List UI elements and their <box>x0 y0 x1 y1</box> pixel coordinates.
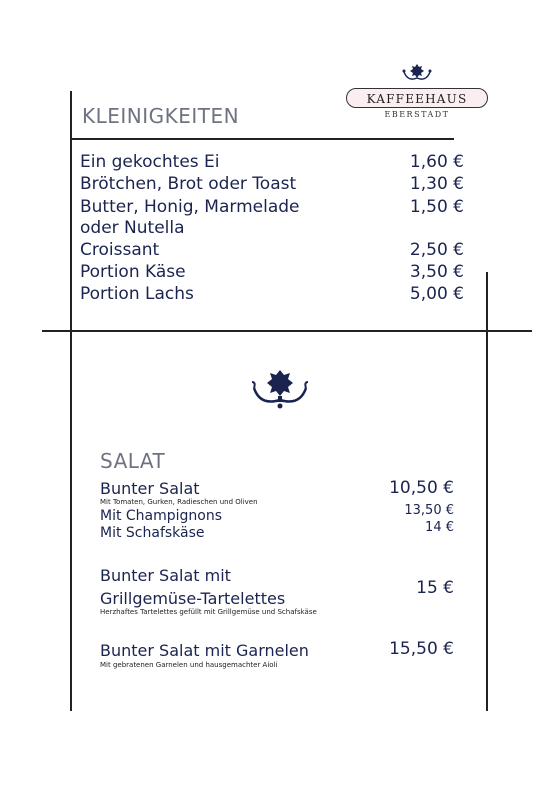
salad-item-price: 15,50 € <box>389 639 454 659</box>
menu-item-price: 1,30 € <box>409 174 464 194</box>
salad-item-description: Herzhaftes Tartelettes gefüllt mit Grillgemüse und Schafskäse <box>100 608 317 616</box>
salad-item-name: Bunter Salat <box>100 479 200 498</box>
chandelier-small-icon <box>401 62 433 84</box>
salad-item-name-continued: Grillgemüse-Tartelettes <box>100 589 286 608</box>
salad-item-price: 10,50 € <box>389 478 454 498</box>
salad-item-name: Bunter Salat mit Garnelen <box>100 641 309 660</box>
frame-line-left-bottom <box>70 331 72 711</box>
frame-line-right <box>486 272 488 711</box>
menu-item-name: Brötchen, Brot oder Toast <box>80 174 297 194</box>
menu-item-name: Portion Lachs <box>80 284 194 304</box>
menu-item-name: Ein gekochtes Ei <box>80 152 220 172</box>
logo-name: KAFFEEHAUS <box>346 88 488 108</box>
salad-item-description: Mit gebratenen Garnelen und hausgemachter Aioli <box>100 661 278 669</box>
salad-option-price: 13,50 € <box>404 503 454 518</box>
section-title-kleinigkeiten: KLEINIGKEITEN <box>82 104 240 128</box>
salad-option-name: Mit Champignons <box>100 508 223 524</box>
section-title-salat: SALAT <box>100 449 166 473</box>
salad-option-price: 14 € <box>425 520 454 535</box>
menu-item-price: 5,00 € <box>409 284 464 304</box>
chandelier-icon <box>248 366 312 414</box>
menu-item-price: 3,50 € <box>409 262 464 282</box>
frame-line-header-underline <box>70 138 454 140</box>
menu-item-name-continued: oder Nutella <box>80 218 185 238</box>
logo-subtitle: EBERSTADT <box>384 110 450 119</box>
menu-item-name: Portion Käse <box>80 262 186 282</box>
frame-line-middle <box>42 330 532 332</box>
salad-option-name: Mit Schafskäse <box>100 525 205 541</box>
menu-item-price: 2,50 € <box>409 240 464 260</box>
salad-item-price: 15 € <box>416 578 454 598</box>
frame-line-left-top <box>70 91 72 331</box>
menu-item-name: Croissant <box>80 240 160 260</box>
menu-item-price: 1,60 € <box>409 152 464 172</box>
salad-item-description: Mit Tomaten, Gurken, Radieschen und Oliven <box>100 498 258 506</box>
salad-item-name: Bunter Salat mit <box>100 566 231 585</box>
menu-item-price: 1,50 € <box>409 197 464 217</box>
menu-item-name: Butter, Honig, Marmelade <box>80 197 300 217</box>
